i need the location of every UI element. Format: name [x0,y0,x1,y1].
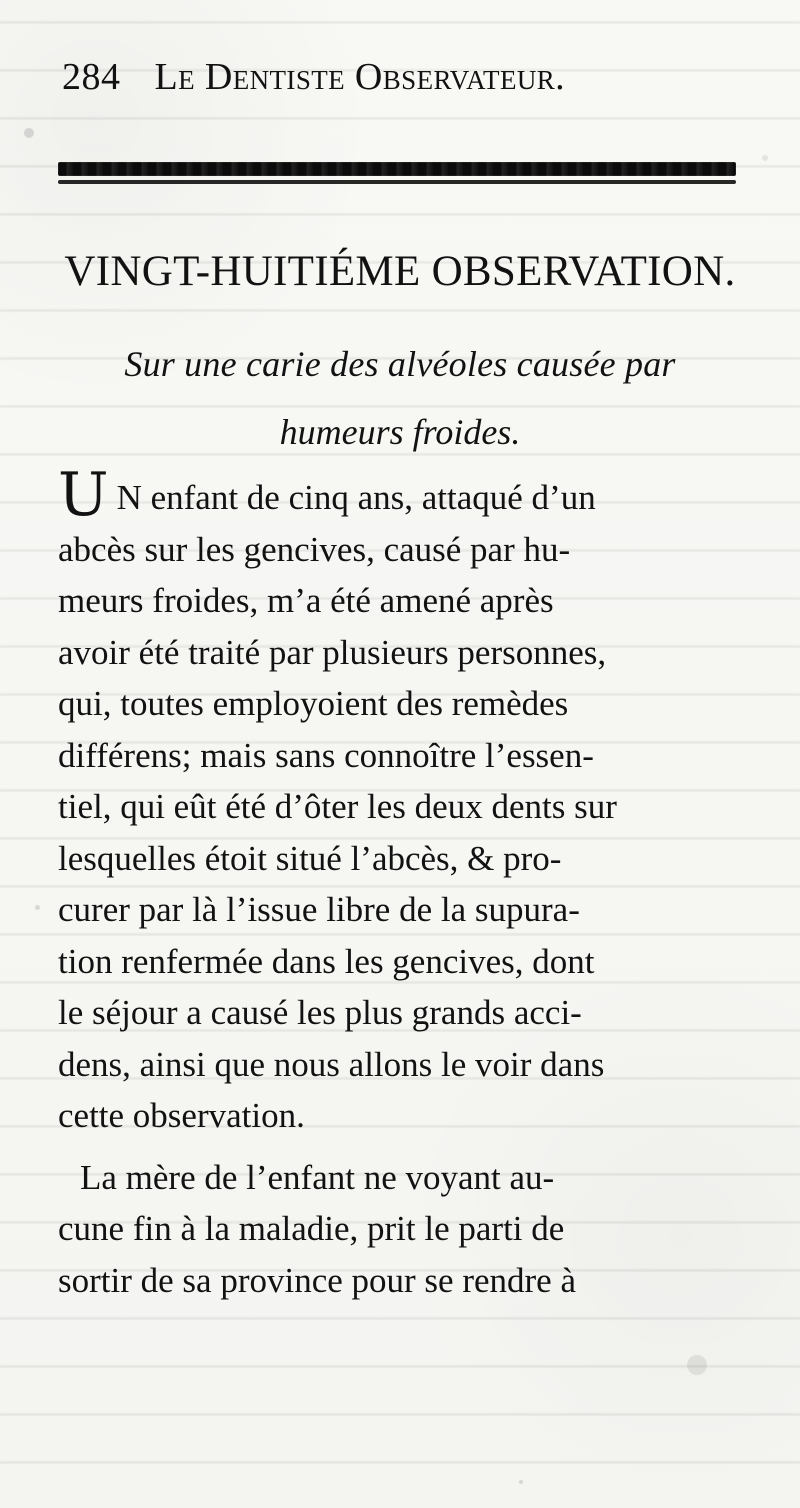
body-line: abcès sur les gencives, causé par hu- [58,529,571,569]
subtitle-line: humeurs froides. [279,412,521,452]
first-line-text: N enfant de cinq ans, attaqué d’un [116,478,596,517]
paper-spot [762,155,768,161]
section-title: VINGT-HUITIÉME OBSERVATION. [64,248,736,295]
body-line: tiel, qui eût été d’ôter les deux dents sur [58,787,617,826]
paper-spot [687,1355,707,1375]
paper-spot [24,128,34,138]
body-line: curer par là l’issue libre de la supura- [58,890,580,929]
first-paragraph-line [58,460,742,530]
paragraph-spacing [58,1142,742,1152]
body-line: cette observation. [58,1096,305,1135]
second-paragraph-line: sortir de sa province pour se rendre à [58,1260,576,1300]
ornamental-rule [58,160,736,188]
body-line: meurs froides, m’a été amené après [58,581,554,620]
running-head [62,50,722,104]
subtitle-line: Sur une carie des alvéoles causée par [124,344,676,384]
body-line: différens; mais sans connoître l’essen- [58,735,594,775]
paper-spot [519,1480,523,1484]
body-line: avoir été traité par plusieurs personnes, [58,632,607,672]
body-line: qui, toutes employoient des remèdes [58,684,569,723]
body-line: tion renfermée dans les gencives, dont [58,941,595,981]
body-line: dens, ainsi que nous allons le voir dans [58,1044,605,1084]
body-line: lesquelles étoit situé l’abcès, & pro- [58,838,562,878]
body-line: le séjour a causé les plus grands acci- [58,993,582,1032]
section-subtitle [58,330,742,466]
drop-cap: U [58,460,109,530]
second-paragraph-line: La mère de l’enfant ne voyant au- [80,1157,555,1197]
page-number: 284 [62,56,121,98]
running-head-title: Le Dentiste Observateur. [154,56,566,98]
second-paragraph-line: cune fin à la maladie, prit le parti de [58,1209,565,1248]
page-body [58,460,742,1306]
paper-spot [35,905,40,910]
